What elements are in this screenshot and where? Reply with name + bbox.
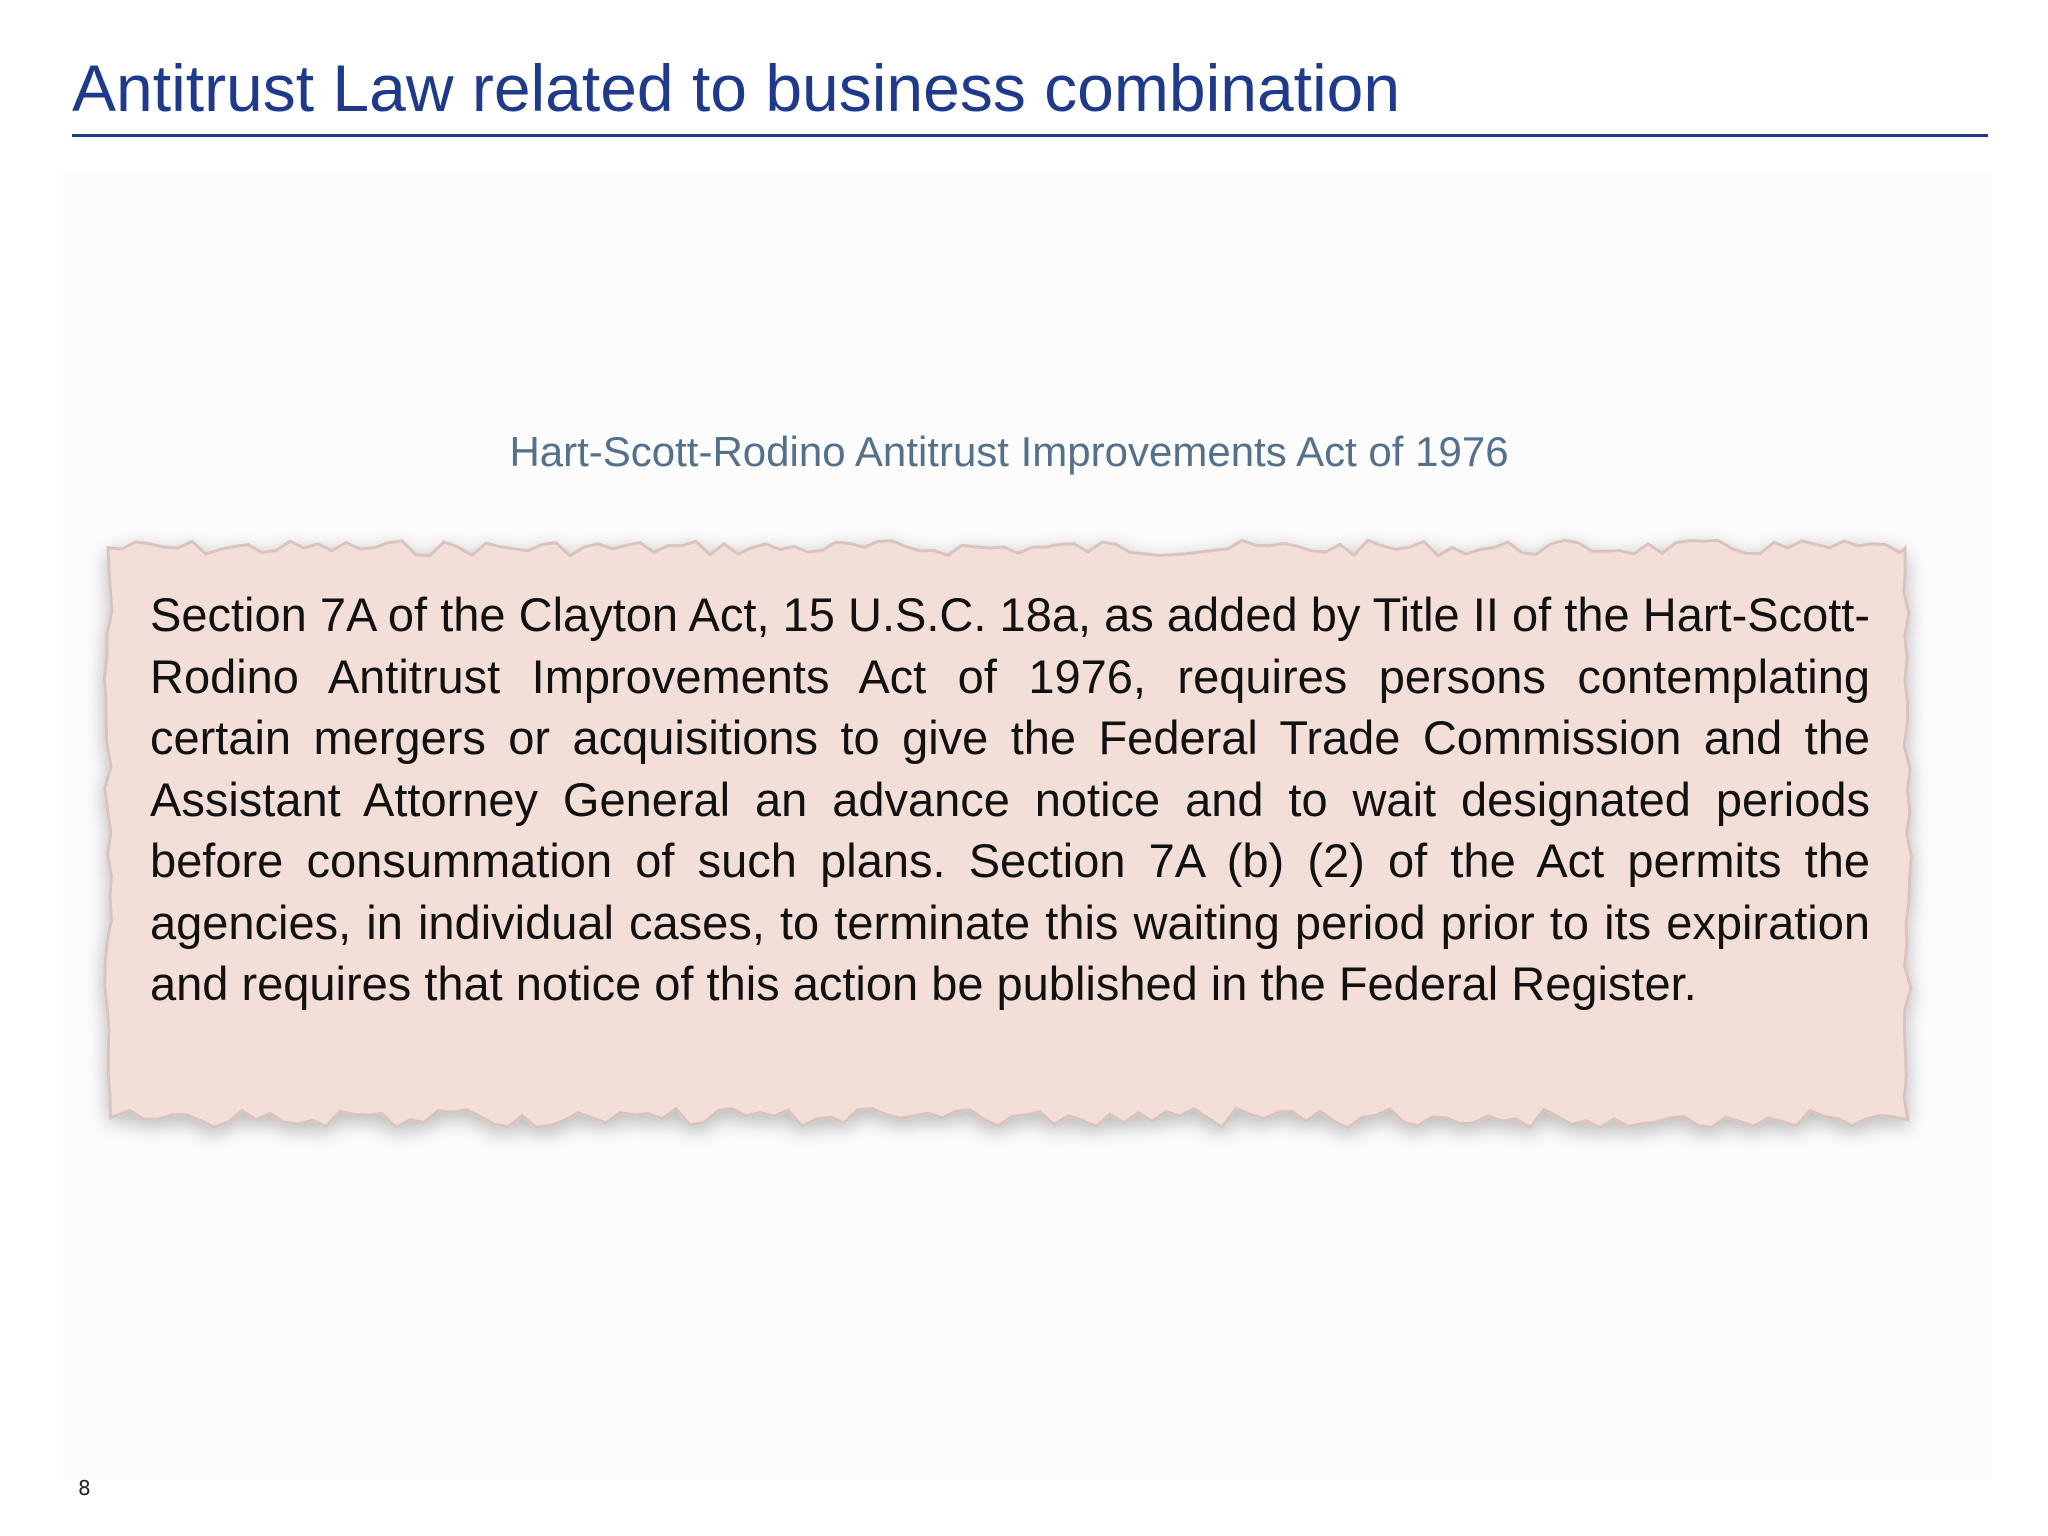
page-number: 8 xyxy=(78,1476,91,1500)
slide-title: Antitrust Law related to business combination xyxy=(72,51,1401,125)
act-subtitle: Hart-Scott-Rodino Antitrust Improvements Act of 1976 xyxy=(509,428,1509,475)
quoted-statute-text: Section 7A of the Clayton Act, 15 U.S.C. 18a, as added by Title II of the Hart-Scott-Rodino Antitrust Improvements Act of 1976, requires persons contemplating certain mergers or acquisitions to give the Federal Trade Commission and the Assistant Attorney General an advance notice and to wait designated periods before consummation of such plans. Section 7A (b) (2) of the Act permits the agencies, in individual cases, to terminate this waiting period prior to its expiration and requires that notice of this action be published in the Federal Register. xyxy=(150,588,1870,1010)
